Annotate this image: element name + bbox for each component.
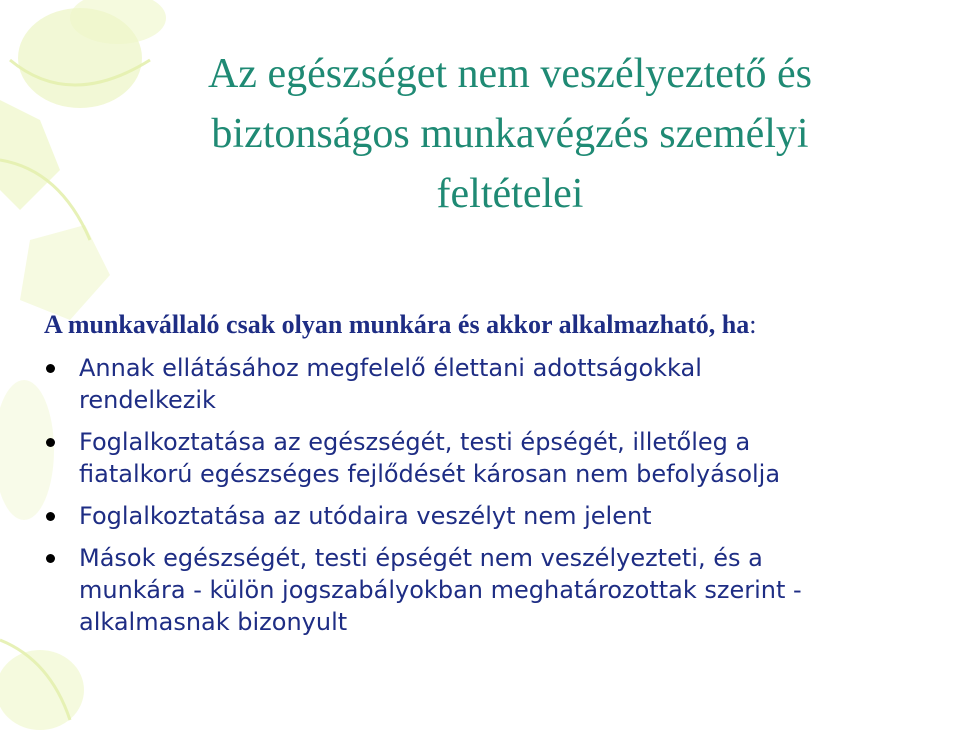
- title-line: feltételei: [436, 171, 584, 217]
- decor-leaf-left: [0, 100, 60, 210]
- list-item-line: rendelkezik: [79, 386, 216, 414]
- list-item: [44, 352, 954, 416]
- title-line: biztonságos munkavégzés személyi: [211, 111, 809, 157]
- bullet-icon: [46, 364, 55, 373]
- list-item-line: Mások egészségét, testi épségét nem veszélyezteti, és a: [79, 544, 763, 572]
- bullet-icon: [46, 512, 55, 521]
- intro-sentence: [44, 308, 757, 342]
- decor-leaf-mid: [20, 225, 110, 320]
- title-line: Az egészséget nem veszélyeztető és: [207, 51, 813, 97]
- list-item: [44, 500, 954, 532]
- list-item-line: Foglalkoztatása az utódaira veszélyt nem jelent: [79, 502, 652, 530]
- decor-leaf-bottom: [0, 650, 84, 730]
- bullet-icon: [46, 554, 55, 563]
- bullet-list: [44, 352, 954, 648]
- list-item-line: Annak ellátásához megfelelő élettani adottságokkal: [79, 354, 702, 382]
- bullet-icon: [46, 438, 55, 447]
- slide-title: [90, 44, 930, 224]
- list-item-line: alkalmasnak bizonyult: [79, 608, 348, 636]
- intro-text: A munkavállaló csak olyan munkára és akkor alkalmazható, ha: [44, 310, 750, 339]
- list-item: [44, 542, 954, 638]
- list-item-line: Foglalkoztatása az egészségét, testi épségét, illetőleg a: [79, 428, 751, 456]
- list-item-line: fiatalkorú egészséges fejlődését károsan nem befolyásolja: [79, 460, 781, 488]
- intro-colon: :: [749, 310, 757, 339]
- list-item-line: munkára - külön jogszabályokban meghatározottak szerint -: [79, 576, 802, 604]
- list-item: [44, 426, 954, 490]
